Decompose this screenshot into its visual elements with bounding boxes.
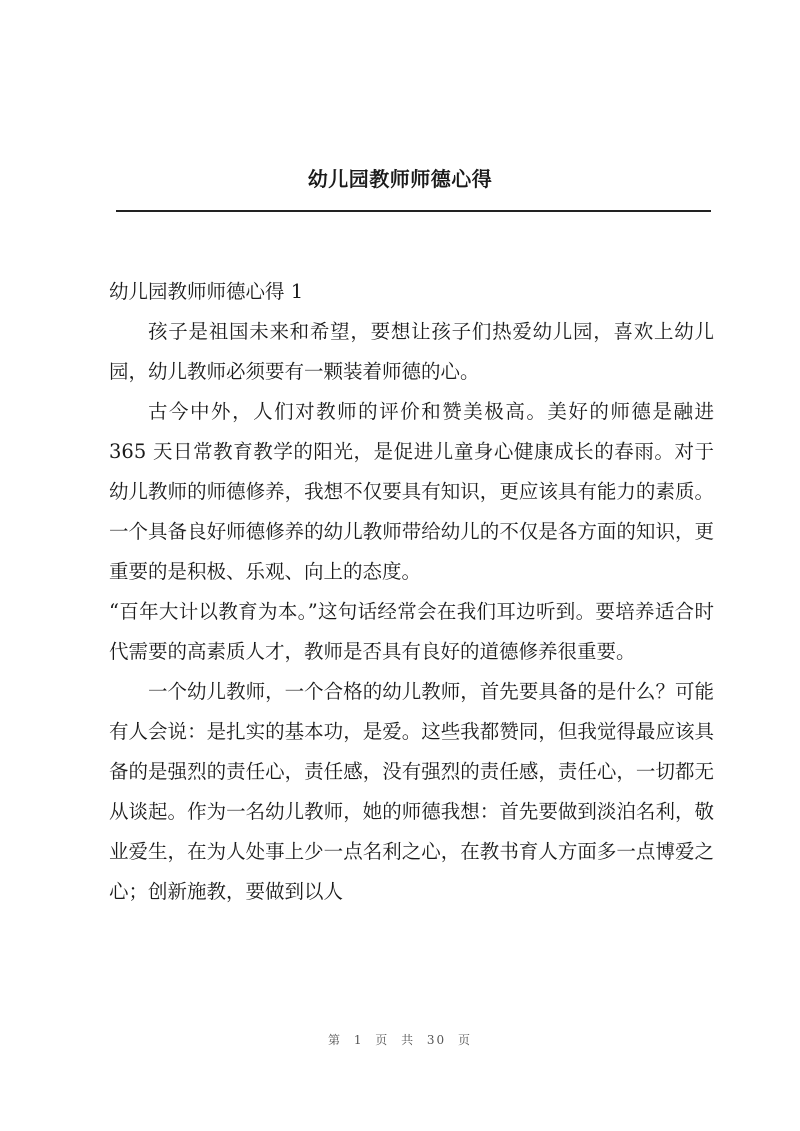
paragraph-1: 孩子是祖国未来和希望，要想让孩子们热爱幼儿园，喜欢上幼儿园，幼儿教师必须要有一颗装着师德的心。 [109, 320, 714, 383]
document-title: 幼儿园教师师德心得 [307, 167, 493, 191]
paragraph-4: 一个幼儿教师，一个合格的幼儿教师，首先要具备的是什么？可能有人会说：是扎实的基本功，是爱。这些我都赞同，但我觉得最应该具备的是强烈的责任心，责任感，没有强烈的责任感，责任心，一切都无从谈起。作为一名幼儿教师，她的师德我想：首先要做到淡泊名利，敬业爱生，在为人处事上少一点名利之心，在教书育人方面多一点博爱之心；创新施教，要做到以人 [109, 680, 714, 903]
title-underline-rule [116, 210, 711, 212]
document-body [109, 272, 714, 912]
paragraph-2: 古今中外，人们对教师的评价和赞美极高。美好的师德是融进 365 天日常教育教学的阳光，是促进儿童身心健康成长的春雨。对于幼儿教师的师德修养，我想不仅要具有知识，更应该具有能力的素质。一个具备良好师德修养的幼儿教师带给幼儿的不仅是各方面的知识，更重要的是积极、乐观、向上的态度。 [109, 400, 714, 583]
section-heading: 幼儿园教师师德心得 1 [109, 280, 304, 303]
page-number-footer: 第 1 页 共 30 页 [328, 1033, 472, 1047]
paragraph-3: “百年大计以教育为本。”这句话经常会在我们耳边听到。要培养适合时代需要的高素质人才，教师是否具有良好的道德修养很重要。 [109, 600, 714, 663]
